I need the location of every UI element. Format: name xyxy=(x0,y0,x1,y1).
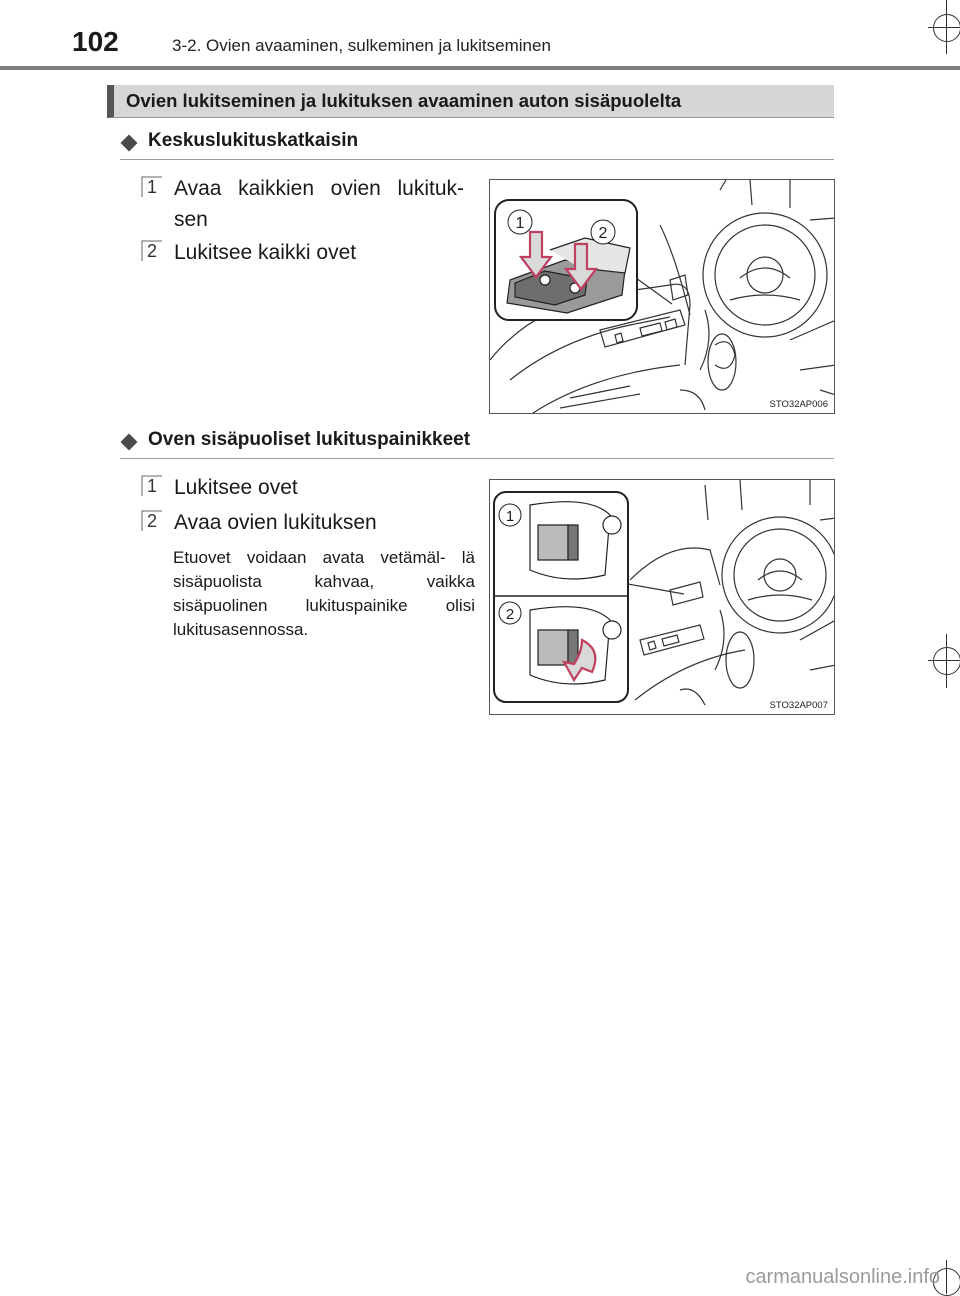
item-number-2: 2 xyxy=(141,240,163,262)
subheading-title: Oven sisäpuoliset lukituspainikkeet xyxy=(148,429,471,450)
item-text-1a: Avaa kaikkien ovien lukituk- xyxy=(174,177,464,200)
subheading-inside-lock xyxy=(120,428,834,459)
watermark: carmanualsonline.info xyxy=(745,1266,940,1288)
item-number-1: 1 xyxy=(141,475,163,497)
inside-lock-illustration xyxy=(490,480,835,715)
item-text-1: Lukitsee ovet xyxy=(174,476,298,499)
inset-callout-1: 1 xyxy=(505,508,515,525)
figure-code: STO32AP007 xyxy=(769,700,828,711)
section-heading: Ovien lukitseminen ja lukituksen avaaminen auton sisäpuolelta xyxy=(126,90,682,111)
header-rule xyxy=(0,66,960,70)
subheading-central-lock xyxy=(120,129,834,160)
registration-mark-top-h xyxy=(928,27,960,28)
diamond-bullet-icon xyxy=(121,135,138,152)
figure-inside-lock-knob xyxy=(489,479,835,715)
registration-circle-mid xyxy=(933,647,960,675)
note-text: Etuovet voidaan avata vetämäl- lä sisäpuolista kahvaa, vaikka sisäpuolinen lukituspainike olisi lukitusasennossa. xyxy=(173,548,475,639)
item-text-2: Lukitsee kaikki ovet xyxy=(174,241,357,264)
diamond-bullet-icon xyxy=(121,434,138,451)
registration-mark-mid-h xyxy=(928,660,960,661)
page-number: 102 xyxy=(72,26,119,57)
registration-circle-top xyxy=(933,14,960,42)
item-text-1b: sen xyxy=(174,208,208,231)
figure-central-lock-switch xyxy=(489,179,835,414)
figure-code: STO32AP006 xyxy=(769,399,828,410)
item-text-2: Avaa ovien lukituksen xyxy=(174,511,377,534)
inset-callout-1: 1 xyxy=(515,215,525,232)
subheading-title: Keskuslukituskatkaisin xyxy=(148,130,359,151)
section-heading-bar xyxy=(107,85,834,118)
central-lock-illustration xyxy=(490,180,835,414)
item-number-2: 2 xyxy=(141,510,163,532)
inset-callout-2: 2 xyxy=(505,606,515,623)
chapter-title: 3-2. Ovien avaaminen, sulkeminen ja lukitseminen xyxy=(172,36,551,55)
item-number-1: 1 xyxy=(141,176,163,198)
inset-callout-2: 2 xyxy=(598,225,608,242)
